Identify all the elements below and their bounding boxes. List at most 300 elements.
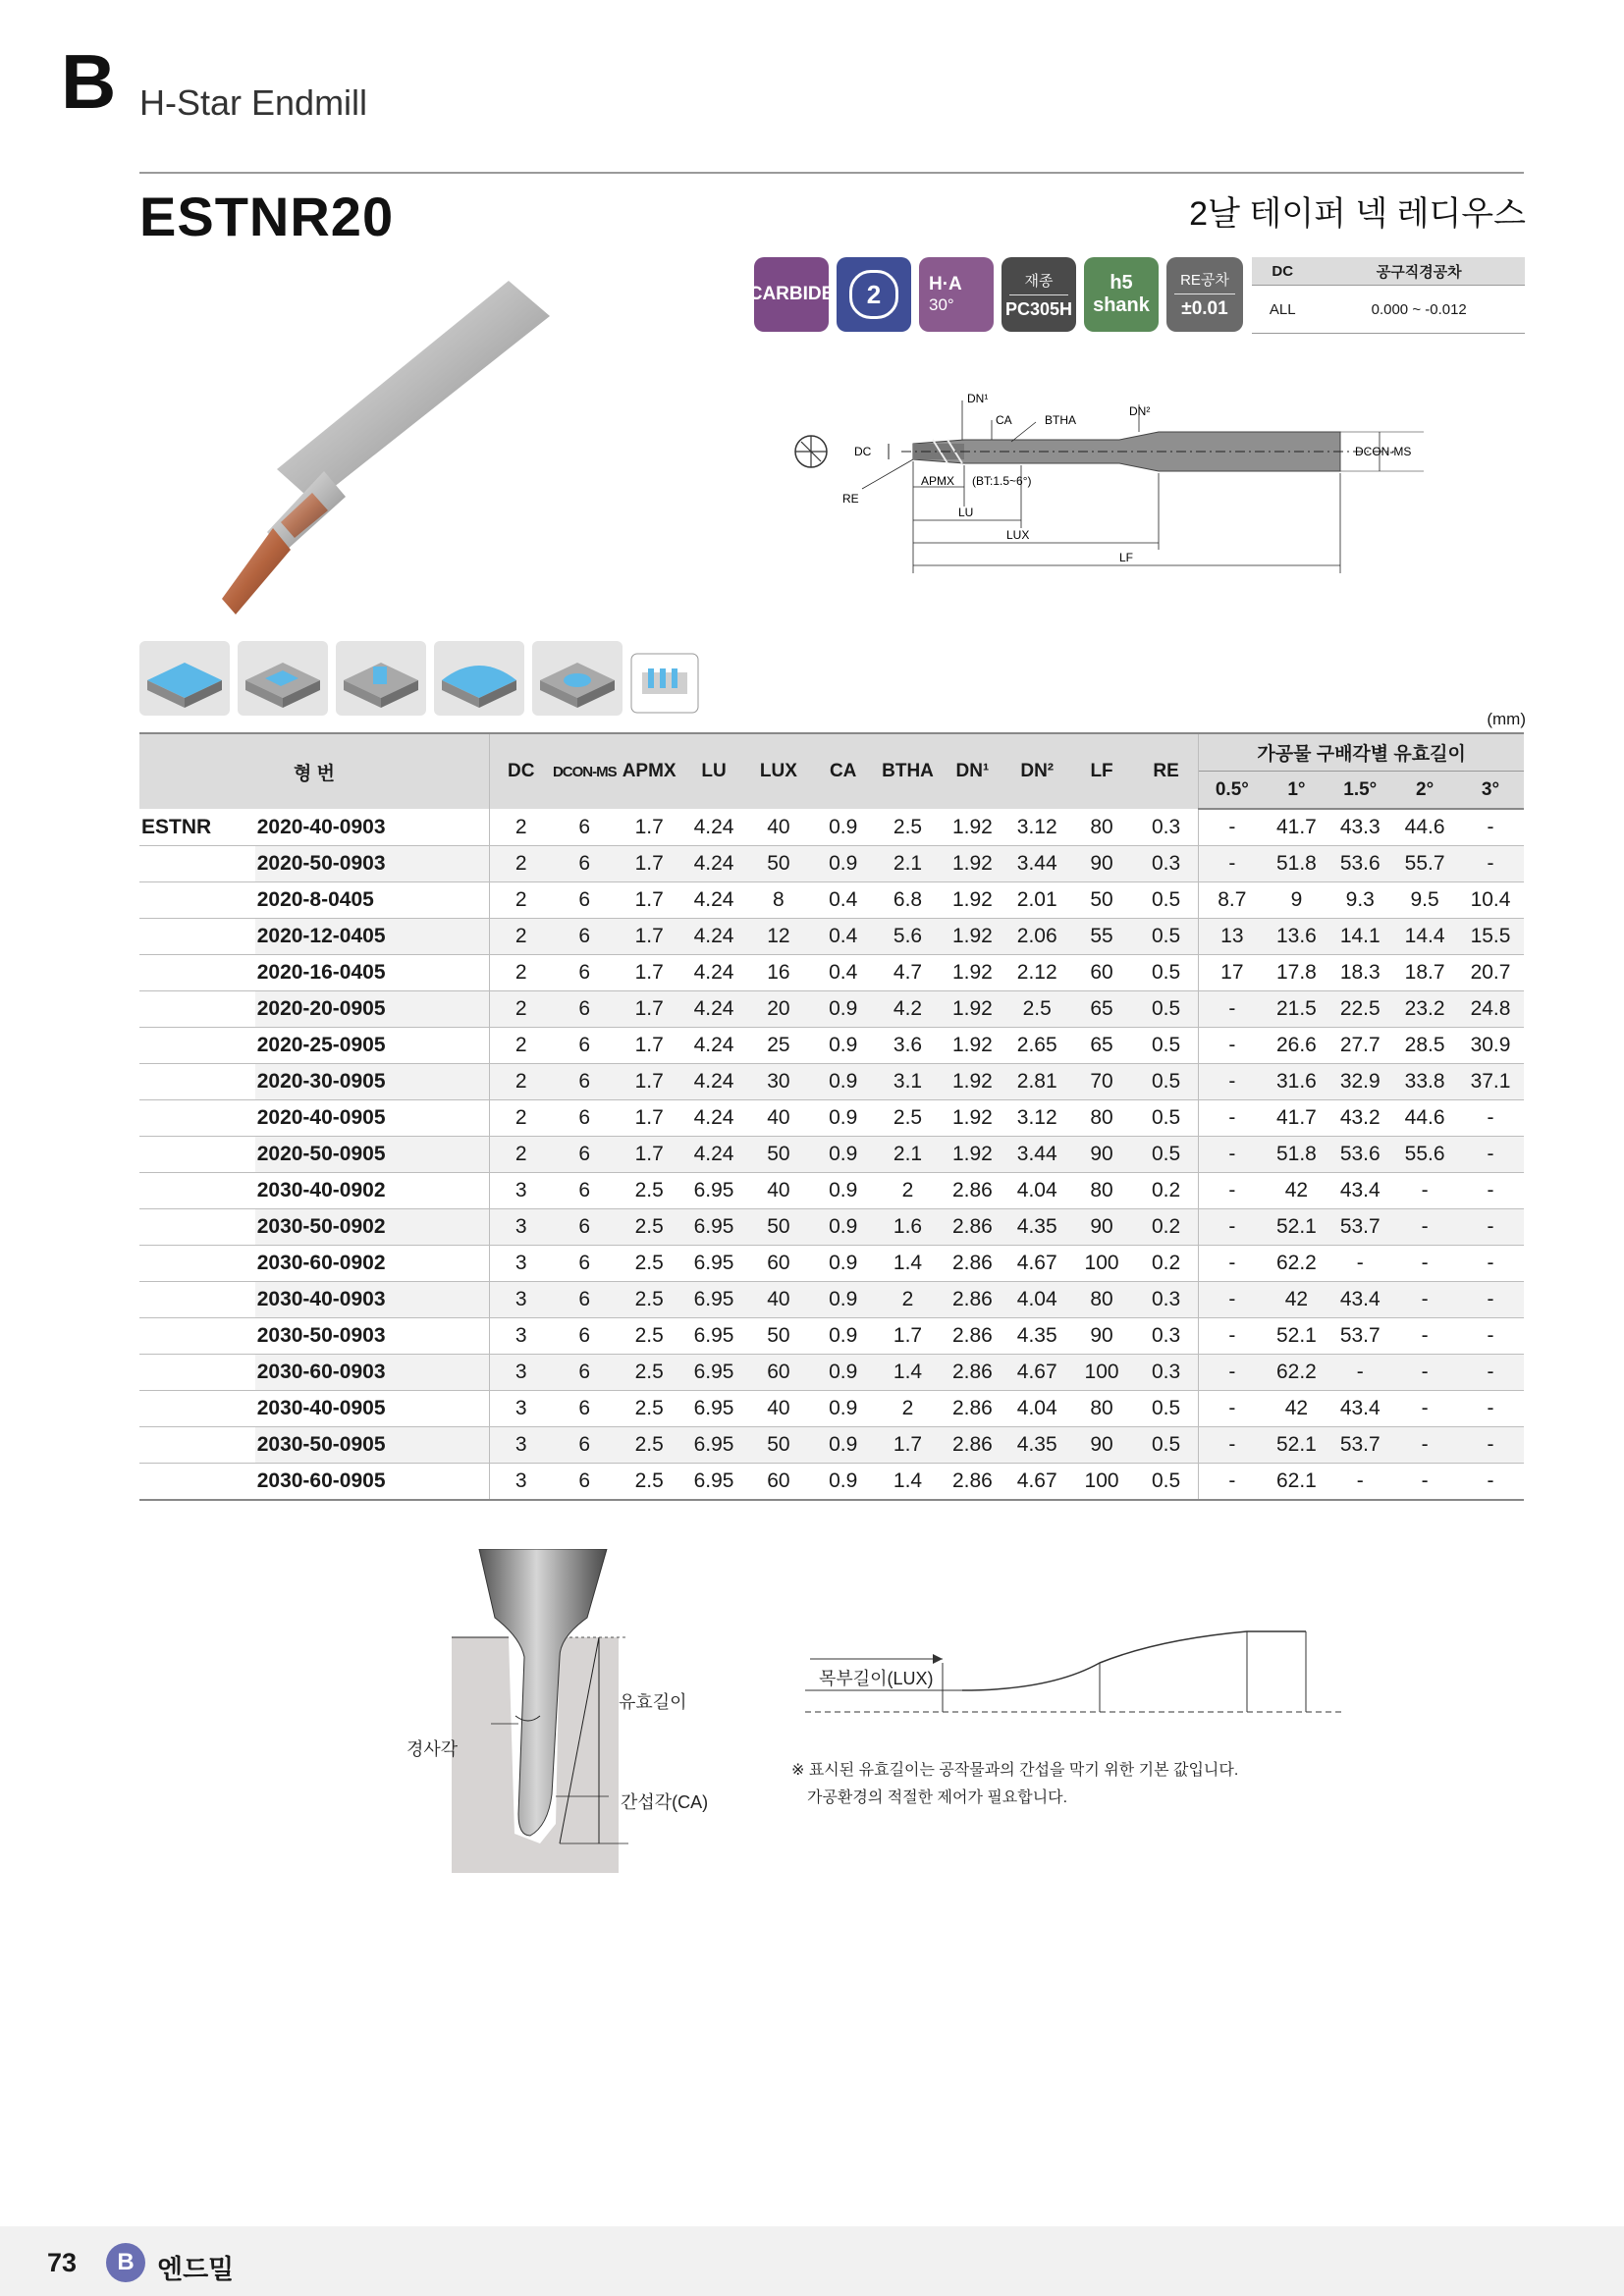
value-cell: -: [1457, 1318, 1524, 1355]
value-cell: -: [1457, 846, 1524, 882]
series-title: H-Star Endmill: [139, 82, 368, 123]
series-cell: [139, 1137, 255, 1173]
value-cell: 0.2: [1134, 1209, 1199, 1246]
series-cell: [139, 1028, 255, 1064]
value-cell: 52.1: [1266, 1427, 1328, 1464]
value-cell: 44.6: [1392, 1100, 1457, 1137]
value-cell: 3.1: [876, 1064, 941, 1100]
value-cell: 2: [490, 919, 553, 955]
value-cell: 40: [746, 1282, 811, 1318]
value-cell: 6: [552, 882, 617, 919]
header-effective-length-group: 가공물 구배각별 유효길이: [1199, 733, 1524, 772]
helix-angle-badge: H·A 30°: [919, 257, 994, 332]
value-cell: 1.6: [876, 1209, 941, 1246]
value-cell: 4.35: [1004, 1427, 1069, 1464]
value-cell: 14.4: [1392, 919, 1457, 955]
value-cell: 25: [746, 1028, 811, 1064]
value-cell: -: [1457, 809, 1524, 846]
table-row: [139, 1464, 1524, 1501]
value-cell: 60: [1069, 955, 1134, 991]
value-cell: 32.9: [1327, 1064, 1392, 1100]
model-cell: 2020-25-0905: [255, 1028, 490, 1064]
value-cell: 0.9: [811, 1064, 876, 1100]
value-cell: 2.86: [940, 1318, 1004, 1355]
value-cell: 4.24: [681, 1064, 746, 1100]
value-cell: 1.4: [876, 1246, 941, 1282]
table-row: [139, 1391, 1524, 1427]
value-cell: 2: [490, 1100, 553, 1137]
value-cell: 90: [1069, 1209, 1134, 1246]
value-cell: -: [1392, 1209, 1457, 1246]
value-cell: -: [1199, 1464, 1266, 1501]
value-cell: 31.6: [1266, 1064, 1328, 1100]
value-cell: 51.8: [1266, 1137, 1328, 1173]
header-angle-1: 1°: [1266, 772, 1328, 810]
value-cell: 2: [490, 1064, 553, 1100]
interference-angle-label: 간섭각(CA): [621, 1792, 709, 1812]
value-cell: 100: [1069, 1355, 1134, 1391]
series-cell: [139, 1355, 255, 1391]
value-cell: 0.9: [811, 1464, 876, 1501]
label-btha: BTHA: [1045, 413, 1077, 427]
value-cell: 3: [490, 1355, 553, 1391]
header-lu: LU: [681, 733, 746, 809]
value-cell: -: [1199, 1028, 1266, 1064]
value-cell: 3.44: [1004, 846, 1069, 882]
value-cell: 8.7: [1199, 882, 1266, 919]
value-cell: 3: [490, 1427, 553, 1464]
model-cell: 2030-50-0903: [255, 1318, 490, 1355]
application-icons: [139, 641, 699, 716]
value-cell: 13: [1199, 919, 1266, 955]
value-cell: 90: [1069, 1137, 1134, 1173]
value-cell: 1.7: [876, 1318, 941, 1355]
series-cell: [139, 1246, 255, 1282]
value-cell: -: [1199, 991, 1266, 1028]
value-cell: -: [1392, 1173, 1457, 1209]
value-cell: 6.95: [681, 1391, 746, 1427]
value-cell: 16: [746, 955, 811, 991]
value-cell: 27.7: [1327, 1028, 1392, 1064]
value-cell: 6.95: [681, 1282, 746, 1318]
table-row: [139, 1028, 1524, 1064]
value-cell: 50: [746, 1137, 811, 1173]
value-cell: 0.9: [811, 1100, 876, 1137]
value-cell: 9.3: [1327, 882, 1392, 919]
model-cell: 2020-50-0903: [255, 846, 490, 882]
value-cell: 6: [552, 846, 617, 882]
value-cell: -: [1392, 1427, 1457, 1464]
value-cell: 6: [552, 1246, 617, 1282]
value-cell: 0.9: [811, 1355, 876, 1391]
coating-grade-badge: 재종 PC305H: [1001, 257, 1076, 332]
value-cell: -: [1199, 1391, 1266, 1427]
value-cell: 0.4: [811, 882, 876, 919]
value-cell: 6: [552, 1282, 617, 1318]
value-cell: 20.7: [1457, 955, 1524, 991]
value-cell: 4.35: [1004, 1318, 1069, 1355]
value-cell: 1.92: [940, 1100, 1004, 1137]
value-cell: 1.7: [617, 955, 681, 991]
table-row: [139, 991, 1524, 1028]
value-cell: 2.01: [1004, 882, 1069, 919]
value-cell: 2.5: [876, 1100, 941, 1137]
value-cell: 6: [552, 1064, 617, 1100]
value-cell: 0.3: [1134, 1355, 1199, 1391]
value-cell: 1.92: [940, 955, 1004, 991]
slot-milling-icon: [336, 641, 426, 716]
value-cell: 2.5: [617, 1391, 681, 1427]
value-cell: 1.7: [617, 809, 681, 846]
value-cell: 2: [876, 1173, 941, 1209]
value-cell: -: [1392, 1282, 1457, 1318]
value-cell: 2.1: [876, 846, 941, 882]
value-cell: -: [1199, 1064, 1266, 1100]
model-cell: 2020-40-0903: [255, 809, 490, 846]
value-cell: 6: [552, 955, 617, 991]
effective-length-label: 유효길이: [619, 1692, 687, 1712]
series-cell: ESTNR: [139, 809, 255, 846]
value-cell: 1.92: [940, 991, 1004, 1028]
value-cell: 60: [746, 1355, 811, 1391]
series-cell: [139, 1209, 255, 1246]
value-cell: 4.24: [681, 955, 746, 991]
value-cell: 23.2: [1392, 991, 1457, 1028]
value-cell: 2.86: [940, 1464, 1004, 1501]
header-angle-3: 3°: [1457, 772, 1524, 810]
value-cell: 6: [552, 1391, 617, 1427]
value-cell: 62.1: [1266, 1464, 1328, 1501]
table-row: [139, 1246, 1524, 1282]
value-cell: 4.24: [681, 846, 746, 882]
note-line-2: 가공환경의 적절한 제어가 필요합니다.: [807, 1789, 1068, 1806]
series-cell: [139, 1100, 255, 1137]
value-cell: 1.7: [617, 1137, 681, 1173]
value-cell: 2.06: [1004, 919, 1069, 955]
header-btha: BTHA: [876, 733, 941, 809]
value-cell: 2.86: [940, 1391, 1004, 1427]
value-cell: 28.5: [1392, 1028, 1457, 1064]
value-cell: 2.1: [876, 1137, 941, 1173]
value-cell: 0.9: [811, 1137, 876, 1173]
series-cell: [139, 1318, 255, 1355]
slope-angle-label: 경사각: [406, 1739, 459, 1759]
value-cell: 0.9: [811, 991, 876, 1028]
model-cell: 2030-40-0902: [255, 1173, 490, 1209]
value-cell: 4.2: [876, 991, 941, 1028]
section-badge: B: [106, 2243, 145, 2282]
value-cell: 55: [1069, 919, 1134, 955]
header-dc: DC: [490, 733, 553, 809]
value-cell: 2.5: [617, 1464, 681, 1501]
value-cell: 4.24: [681, 991, 746, 1028]
value-cell: -: [1392, 1464, 1457, 1501]
value-cell: 6: [552, 1028, 617, 1064]
header-angle-0-5: 0.5°: [1199, 772, 1266, 810]
value-cell: 42: [1266, 1173, 1328, 1209]
value-cell: 17.8: [1266, 955, 1328, 991]
value-cell: -: [1199, 1318, 1266, 1355]
value-cell: 4.67: [1004, 1464, 1069, 1501]
value-cell: 2.5: [617, 1427, 681, 1464]
model-cell: 2020-30-0905: [255, 1064, 490, 1100]
value-cell: -: [1199, 1282, 1266, 1318]
endmill-product-image: [137, 275, 569, 628]
value-cell: 0.3: [1134, 846, 1199, 882]
pocket-milling-icon: [532, 641, 623, 716]
value-cell: 53.7: [1327, 1209, 1392, 1246]
value-cell: 6: [552, 991, 617, 1028]
value-cell: -: [1199, 1209, 1266, 1246]
value-cell: 13.6: [1266, 919, 1328, 955]
series-cell: [139, 1427, 255, 1464]
value-cell: 2: [490, 882, 553, 919]
model-cell: 2030-40-0903: [255, 1282, 490, 1318]
value-cell: 2: [490, 955, 553, 991]
header-dcon-ms: DCON-MS: [552, 733, 617, 809]
value-cell: 4.04: [1004, 1282, 1069, 1318]
model-cell: 2030-50-0902: [255, 1209, 490, 1246]
value-cell: -: [1392, 1391, 1457, 1427]
tolerance-table: [1252, 257, 1525, 334]
table-row: [139, 919, 1524, 955]
value-cell: 1.92: [940, 1028, 1004, 1064]
value-cell: 55.7: [1392, 846, 1457, 882]
value-cell: 40: [746, 1391, 811, 1427]
value-cell: 6: [552, 1464, 617, 1501]
value-cell: 3: [490, 1464, 553, 1501]
label-re: RE: [842, 492, 859, 506]
header-lf: LF: [1069, 733, 1134, 809]
face-milling-icon: [139, 641, 230, 716]
value-cell: -: [1199, 1137, 1266, 1173]
value-cell: 50: [746, 1209, 811, 1246]
value-cell: 2.5: [617, 1246, 681, 1282]
value-cell: 3.44: [1004, 1137, 1069, 1173]
model-cell: 2030-60-0902: [255, 1246, 490, 1282]
value-cell: 0.5: [1134, 1028, 1199, 1064]
table-row: [139, 882, 1524, 919]
value-cell: 1.92: [940, 919, 1004, 955]
tolerance-header-diameter: 공구직경공차: [1313, 257, 1525, 286]
value-cell: 0.4: [811, 955, 876, 991]
value-cell: 6.95: [681, 1173, 746, 1209]
value-cell: 6.95: [681, 1355, 746, 1391]
value-cell: 15.5: [1457, 919, 1524, 955]
table-row: [139, 809, 1524, 846]
value-cell: 0.3: [1134, 1282, 1199, 1318]
value-cell: 18.7: [1392, 955, 1457, 991]
value-cell: 3: [490, 1209, 553, 1246]
value-cell: -: [1199, 809, 1266, 846]
model-cell: 2020-8-0405: [255, 882, 490, 919]
value-cell: 52.1: [1266, 1209, 1328, 1246]
header-dn1: DN¹: [940, 733, 1004, 809]
value-cell: -: [1457, 1282, 1524, 1318]
value-cell: 2.5: [876, 809, 941, 846]
flute-count-badge: 2: [837, 257, 911, 332]
header-dn2: DN²: [1004, 733, 1069, 809]
value-cell: 18.3: [1327, 955, 1392, 991]
value-cell: 6: [552, 1427, 617, 1464]
value-cell: -: [1327, 1464, 1392, 1501]
value-cell: 1.4: [876, 1355, 941, 1391]
value-cell: 17: [1199, 955, 1266, 991]
label-ca: CA: [996, 413, 1012, 427]
value-cell: 0.2: [1134, 1246, 1199, 1282]
table-body: [139, 809, 1524, 1500]
value-cell: -: [1199, 846, 1266, 882]
model-cell: 2030-50-0905: [255, 1427, 490, 1464]
value-cell: -: [1199, 1246, 1266, 1282]
value-cell: 10.4: [1457, 882, 1524, 919]
value-cell: -: [1199, 1427, 1266, 1464]
value-cell: -: [1327, 1355, 1392, 1391]
value-cell: 6: [552, 919, 617, 955]
value-cell: 53.7: [1327, 1318, 1392, 1355]
value-cell: 55.6: [1392, 1137, 1457, 1173]
value-cell: 5.6: [876, 919, 941, 955]
value-cell: 4.24: [681, 1100, 746, 1137]
series-cell: [139, 955, 255, 991]
value-cell: 4.24: [681, 1028, 746, 1064]
model-cell: 2020-50-0905: [255, 1137, 490, 1173]
value-cell: 2.86: [940, 1355, 1004, 1391]
value-cell: 1.92: [940, 1064, 1004, 1100]
model-cell: 2020-40-0905: [255, 1100, 490, 1137]
value-cell: 43.3: [1327, 809, 1392, 846]
value-cell: 4.24: [681, 919, 746, 955]
value-cell: 43.4: [1327, 1282, 1392, 1318]
value-cell: 2: [876, 1282, 941, 1318]
label-lu: LU: [958, 506, 974, 519]
value-cell: 0.5: [1134, 1100, 1199, 1137]
value-cell: -: [1392, 1355, 1457, 1391]
value-cell: 80: [1069, 1173, 1134, 1209]
header-angle-2: 2°: [1392, 772, 1457, 810]
value-cell: 0.5: [1134, 1137, 1199, 1173]
value-cell: 60: [746, 1464, 811, 1501]
value-cell: 3: [490, 1282, 553, 1318]
label-lux: LUX: [1006, 528, 1030, 542]
value-cell: 1.7: [617, 1064, 681, 1100]
value-cell: 3: [490, 1391, 553, 1427]
value-cell: 6.95: [681, 1427, 746, 1464]
value-cell: 4.04: [1004, 1391, 1069, 1427]
value-cell: 50: [1069, 882, 1134, 919]
value-cell: 41.7: [1266, 809, 1328, 846]
value-cell: 30: [746, 1064, 811, 1100]
value-cell: 0.9: [811, 1028, 876, 1064]
value-cell: 2.86: [940, 1282, 1004, 1318]
value-cell: 1.92: [940, 1137, 1004, 1173]
header-apmx: APMX: [617, 733, 681, 809]
value-cell: 62.2: [1266, 1246, 1328, 1282]
series-cell: [139, 1282, 255, 1318]
value-cell: 65: [1069, 1028, 1134, 1064]
neck-length-label: 목부길이(LUX): [819, 1669, 934, 1688]
value-cell: 90: [1069, 846, 1134, 882]
value-cell: 0.2: [1134, 1173, 1199, 1209]
value-cell: -: [1457, 1246, 1524, 1282]
dimension-drawing: [785, 391, 1434, 577]
value-cell: -: [1457, 1209, 1524, 1246]
value-cell: 9: [1266, 882, 1328, 919]
value-cell: 6.95: [681, 1464, 746, 1501]
value-cell: -: [1457, 1355, 1524, 1391]
label-lf: LF: [1119, 551, 1134, 564]
table-row: [139, 1427, 1524, 1464]
table-row: [139, 1209, 1524, 1246]
value-cell: 50: [746, 1427, 811, 1464]
header-lux: LUX: [746, 733, 811, 809]
value-cell: 90: [1069, 1427, 1134, 1464]
value-cell: 4.67: [1004, 1355, 1069, 1391]
series-cell: [139, 1464, 255, 1501]
value-cell: 80: [1069, 1100, 1134, 1137]
value-cell: 2: [490, 1137, 553, 1173]
value-cell: 22.5: [1327, 991, 1392, 1028]
value-cell: 70: [1069, 1064, 1134, 1100]
value-cell: 0.5: [1134, 1064, 1199, 1100]
value-cell: 50: [746, 1318, 811, 1355]
value-cell: 20: [746, 991, 811, 1028]
header-ca: CA: [811, 733, 876, 809]
value-cell: 62.2: [1266, 1355, 1328, 1391]
value-cell: 42: [1266, 1282, 1328, 1318]
value-cell: -: [1392, 1318, 1457, 1355]
value-cell: 2.86: [940, 1173, 1004, 1209]
value-cell: 42: [1266, 1391, 1328, 1427]
value-cell: 1.92: [940, 809, 1004, 846]
value-cell: 2.12: [1004, 955, 1069, 991]
re-tolerance-badge: RE공차 ±0.01: [1166, 257, 1243, 332]
value-cell: 3.12: [1004, 1100, 1069, 1137]
value-cell: 2.5: [1004, 991, 1069, 1028]
value-cell: 37.1: [1457, 1064, 1524, 1100]
label-apmx: APMX: [921, 474, 955, 488]
value-cell: 0.4: [811, 919, 876, 955]
value-cell: 6: [552, 1173, 617, 1209]
value-cell: 6.95: [681, 1318, 746, 1355]
model-cell: 2020-16-0405: [255, 955, 490, 991]
value-cell: 1.7: [617, 882, 681, 919]
value-cell: 2: [490, 809, 553, 846]
value-cell: 1.7: [617, 1100, 681, 1137]
value-cell: 30.9: [1457, 1028, 1524, 1064]
value-cell: 14.1: [1327, 919, 1392, 955]
label-dcon-ms: DCON-MS: [1355, 445, 1412, 458]
value-cell: -: [1392, 1246, 1457, 1282]
value-cell: 26.6: [1266, 1028, 1328, 1064]
value-cell: 0.3: [1134, 809, 1199, 846]
value-cell: 0.5: [1134, 919, 1199, 955]
value-cell: 6: [552, 1318, 617, 1355]
table-row: [139, 846, 1524, 882]
series-cell: [139, 1064, 255, 1100]
value-cell: 0.3: [1134, 1318, 1199, 1355]
value-cell: 6.95: [681, 1209, 746, 1246]
value-cell: -: [1457, 1464, 1524, 1501]
value-cell: 1.92: [940, 846, 1004, 882]
table-row: [139, 1282, 1524, 1318]
value-cell: 0.9: [811, 846, 876, 882]
step-milling-icon: [238, 641, 328, 716]
product-spec-table: [139, 732, 1524, 1501]
value-cell: 6.8: [876, 882, 941, 919]
table-row: [139, 1137, 1524, 1173]
table-row: [139, 1064, 1524, 1100]
